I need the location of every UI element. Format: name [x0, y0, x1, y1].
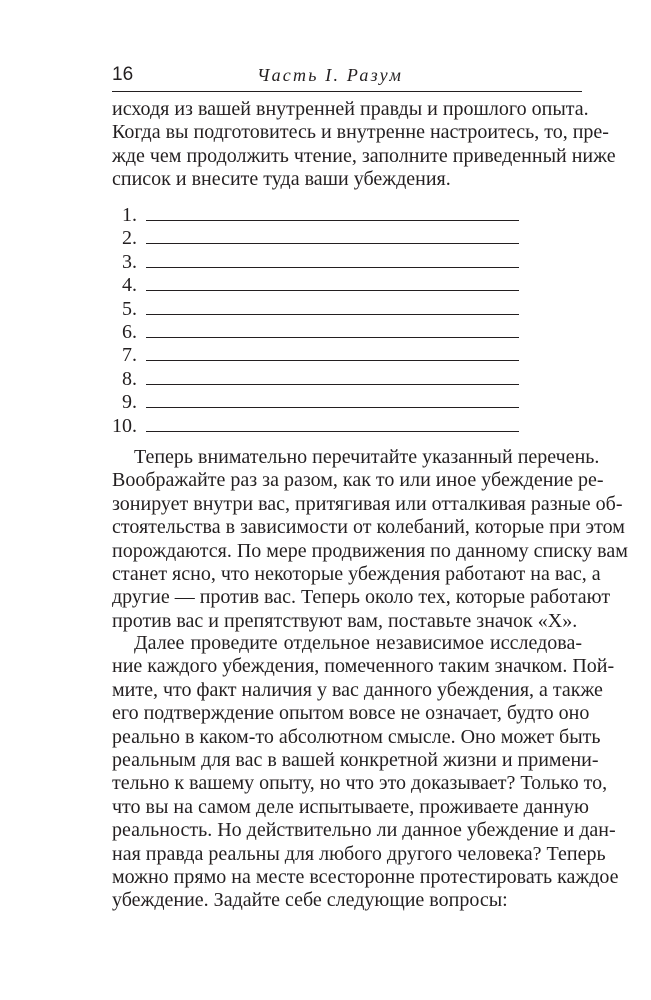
fill-in-line[interactable] [146, 290, 519, 291]
list-number: 1. [122, 204, 137, 226]
list-item [112, 368, 532, 391]
fill-in-line[interactable] [146, 220, 519, 221]
list-number: 5. [122, 297, 137, 320]
list-item [112, 227, 532, 250]
text-line: зонирует внутри вас, притягивая или отталкивая разные об- [112, 492, 623, 515]
text-line: Теперь внимательно перечитайте указанный перечень. [134, 446, 600, 468]
text-line: порождаются. По мере продвижения по данному списку вам [112, 539, 628, 562]
text-line: другие — против вас. Теперь около тех, которые работают [112, 586, 611, 609]
text-line: ние каждого убеждения, помеченного таким значком. Пой- [112, 655, 615, 678]
list-number: 2. [122, 227, 137, 250]
text-line: стоятельства в зависимости от колебаний, которые при этом [112, 516, 625, 539]
fill-in-line[interactable] [146, 267, 519, 268]
list-number: 10. [112, 414, 137, 437]
text-line: станет ясно, что некоторые убеждения работают на вас, а [112, 563, 601, 586]
text-line: можно прямо на месте всесторонне протестировать каждое [112, 866, 619, 889]
list-number: 6. [122, 320, 137, 343]
fill-in-line[interactable] [146, 431, 519, 432]
list-number: 9. [122, 391, 137, 414]
text-line: реальным для вас в вашей конкретной жизни и примени- [112, 749, 599, 772]
list-number: 8. [122, 367, 137, 390]
fill-in-line[interactable] [146, 243, 519, 244]
text-line: мите, что факт наличия у вас данного убеждения, а также [112, 678, 603, 701]
list-number: 4. [122, 274, 137, 297]
text-line: жде чем продолжить чтение, заполните приведенный ниже [112, 144, 616, 167]
text-line: убеждение. Задайте себе следующие вопросы: [112, 889, 508, 912]
fill-in-line[interactable] [146, 384, 519, 385]
text-line: что вы на самом деле испытываете, проживаете данную [112, 795, 589, 818]
paragraph-reread [112, 446, 628, 633]
list-number: 7. [122, 344, 137, 367]
list-item [112, 344, 532, 367]
text-line: список и внесите туда ваши убеждения. [112, 168, 451, 191]
text-line: исходя из вашей внутренней правды и прошлого опыта. [112, 98, 589, 120]
chapter-title: Часть I. Разум [257, 65, 404, 85]
beliefs-fill-in-list [112, 204, 532, 438]
running-header [112, 64, 582, 90]
text-line: против вас и препятствуют вам, поставьте значок «X». [112, 609, 578, 632]
text-line: реальность. Но действительно ли данное убеждение и дан- [112, 819, 616, 842]
text-line: его подтверждение опытом вовсе не означает, будто оно [112, 702, 590, 725]
list-item [112, 274, 532, 297]
text-line: Воображайте раз за разом, как то или иное убеждение ре- [112, 469, 604, 492]
list-number: 3. [122, 250, 137, 273]
text-line: Далее проведите отдельное независимое исследова- [134, 632, 582, 654]
list-item [112, 251, 532, 274]
page-number: 16 [112, 64, 134, 85]
list-item [112, 391, 532, 414]
header-rule [112, 91, 582, 92]
list-item [112, 415, 532, 438]
list-item [112, 298, 532, 321]
paragraph-intro [112, 98, 616, 192]
text-line: реально в каком-то абсолютном смысле. Оно может быть [112, 725, 601, 748]
text-line: ная правда реальны для любого другого человека? Теперь [112, 842, 606, 865]
fill-in-line[interactable] [146, 314, 519, 315]
fill-in-line[interactable] [146, 337, 519, 338]
fill-in-line[interactable] [146, 360, 519, 361]
list-item [112, 321, 532, 344]
fill-in-line[interactable] [146, 407, 519, 408]
paragraph-investigate [112, 632, 619, 913]
list-item [112, 204, 532, 227]
text-line: тельно к вашему опыту, но что это доказывает? Только то, [112, 772, 608, 795]
text-line: Когда вы подготовитесь и внутренне настроитесь, то, пре- [112, 121, 609, 144]
